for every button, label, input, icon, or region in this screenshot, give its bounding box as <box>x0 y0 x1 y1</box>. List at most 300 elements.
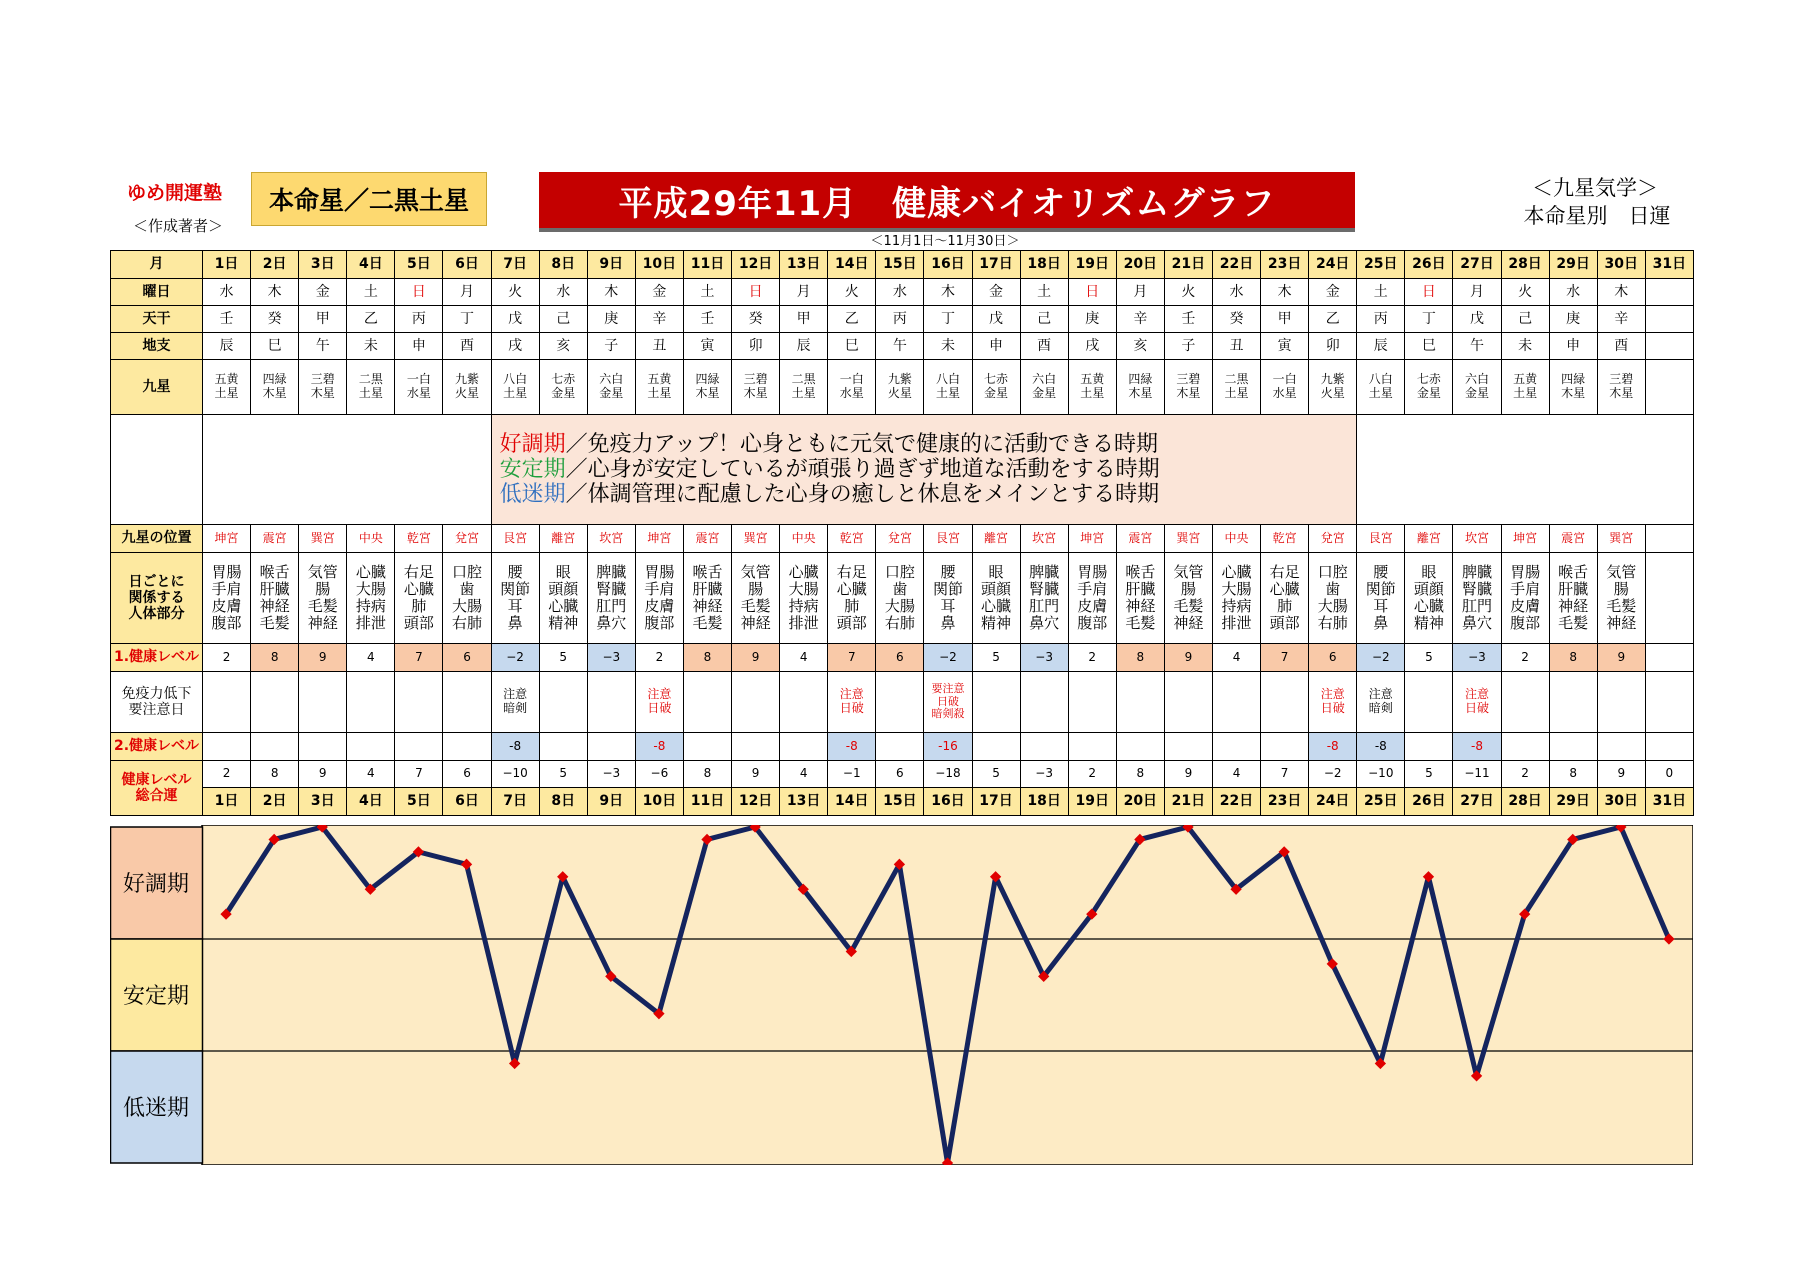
level2-cell <box>972 733 1020 761</box>
weekday-cell: 火 <box>1501 279 1549 306</box>
level2-row-label: 2.健康レベル <box>111 733 203 761</box>
day-header-cell: 10日 <box>635 251 683 279</box>
position-cell: 中央 <box>347 525 395 553</box>
level2-cell <box>1212 733 1260 761</box>
immune-cell: 注意 暗剣 <box>1357 672 1405 733</box>
position-cell: 兌宮 <box>1309 525 1357 553</box>
day-header-cell: 3日 <box>299 251 347 279</box>
day-footer-cell: 2日 <box>251 788 299 816</box>
biorhythm-chart <box>110 825 1693 1165</box>
immune-cell <box>1597 672 1645 733</box>
day-footer-cell: 7日 <box>491 788 539 816</box>
weekday-cell: 土 <box>1020 279 1068 306</box>
body-part-cell: 脾臓 腎臓 肛門 鼻穴 <box>1020 553 1068 644</box>
body-part-cell: 右足 心臓 肺 頭部 <box>1261 553 1309 644</box>
legend-stable-term: 安定期 <box>499 456 566 482</box>
body-part-cell: 右足 心臓 肺 頭部 <box>395 553 443 644</box>
weekday-cell: 日 <box>1405 279 1453 306</box>
tenkan-cell: 甲 <box>780 306 828 333</box>
level2-cell <box>347 733 395 761</box>
immune-cell: 要注意 日破 暗剣殺 <box>924 672 972 733</box>
level2-cell <box>251 733 299 761</box>
school-name: ゆめ開運塾 <box>127 182 223 204</box>
position-cell: 中央 <box>780 525 828 553</box>
total-cell: 8 <box>1116 761 1164 788</box>
day-header-cell: 26日 <box>1405 251 1453 279</box>
day-footer-cell: 5日 <box>395 788 443 816</box>
immune-cell <box>1212 672 1260 733</box>
immune-cell <box>1645 672 1693 733</box>
level2-cell <box>587 733 635 761</box>
tenkan-cell: 丁 <box>443 306 491 333</box>
kyusei-cell: 九紫 火星 <box>443 360 491 415</box>
total-cell: 7 <box>1261 761 1309 788</box>
day-header-cell: 20日 <box>1116 251 1164 279</box>
day-footer-cell: 10日 <box>635 788 683 816</box>
day-header-cell: 15日 <box>876 251 924 279</box>
total-cell: −6 <box>635 761 683 788</box>
kyusei-cell: 四緑 木星 <box>1116 360 1164 415</box>
level1-row-label: 1.健康レベル <box>111 644 203 672</box>
chishi-cell: 申 <box>395 333 443 360</box>
day-footer-cell: 8日 <box>539 788 587 816</box>
kyusei-cell: 一白 水星 <box>1261 360 1309 415</box>
kyusei-cell: 九紫 火星 <box>1309 360 1357 415</box>
immune-row <box>111 672 1694 733</box>
chishi-cell: 寅 <box>1261 333 1309 360</box>
day-footer-cell: 4日 <box>347 788 395 816</box>
day-header-cell: 30日 <box>1597 251 1645 279</box>
kyusei-cell: 五黄 土星 <box>1068 360 1116 415</box>
body-part-cell: 心臓 大腸 持病 排泄 <box>780 553 828 644</box>
body-row-label: 日ごとに 関係する 人体部分 <box>111 553 203 644</box>
level1-cell: 8 <box>1549 644 1597 672</box>
weekday-cell: 土 <box>683 279 731 306</box>
level2-cell <box>780 733 828 761</box>
level1-cell: 6 <box>1309 644 1357 672</box>
total-cell: −11 <box>1453 761 1501 788</box>
weekday-cell: 木 <box>251 279 299 306</box>
chishi-cell: 寅 <box>683 333 731 360</box>
total-cell: 9 <box>732 761 780 788</box>
total-cell: −3 <box>1020 761 1068 788</box>
chishi-cell: 丑 <box>635 333 683 360</box>
tenkan-cell: 甲 <box>1261 306 1309 333</box>
day-footer-cell: 3日 <box>299 788 347 816</box>
kyusei-cell: 四緑 木星 <box>683 360 731 415</box>
day-footer-cell: 18日 <box>1020 788 1068 816</box>
day-header-cell: 5日 <box>395 251 443 279</box>
day-header-cell: 17日 <box>972 251 1020 279</box>
total-cell: 6 <box>876 761 924 788</box>
kyusei-cell: 四緑 木星 <box>1549 360 1597 415</box>
legend-good-text: ／免疫力アップ！心身ともに元気で健康的に活動できる時期 <box>565 431 1159 457</box>
chishi-cell: 亥 <box>1116 333 1164 360</box>
kyusei-cell: 四緑 木星 <box>251 360 299 415</box>
weekday-cell: 土 <box>1357 279 1405 306</box>
level2-cell: -8 <box>1453 733 1501 761</box>
day-header-cell: 31日 <box>1645 251 1693 279</box>
total-cell: 4 <box>347 761 395 788</box>
day-header-cell: 25日 <box>1357 251 1405 279</box>
day-header-cell: 14日 <box>828 251 876 279</box>
day-footer-cell: 20日 <box>1116 788 1164 816</box>
chishi-cell: 酉 <box>1020 333 1068 360</box>
weekday-cell: 金 <box>635 279 683 306</box>
level1-cell: −2 <box>924 644 972 672</box>
legend-low-term: 低迷期 <box>499 482 566 508</box>
chishi-cell: 戌 <box>491 333 539 360</box>
kyusei-cell: 五黄 土星 <box>203 360 251 415</box>
level2-cell: -16 <box>924 733 972 761</box>
position-cell: 坤宮 <box>1501 525 1549 553</box>
body-part-cell: 腰 関節 耳 鼻 <box>924 553 972 644</box>
total-cell: 6 <box>443 761 491 788</box>
chishi-cell: 卯 <box>1309 333 1357 360</box>
level2-cell <box>1549 733 1597 761</box>
chishi-cell: 子 <box>1164 333 1212 360</box>
position-cell: 兌宮 <box>443 525 491 553</box>
chishi-cell: 未 <box>924 333 972 360</box>
kyusei-cell: 七赤 金星 <box>539 360 587 415</box>
day-header-cell: 27日 <box>1453 251 1501 279</box>
day-footer-cell: 30日 <box>1597 788 1645 816</box>
position-cell: 離宮 <box>1405 525 1453 553</box>
tenkan-cell: 乙 <box>1309 306 1357 333</box>
tenkan-cell: 辛 <box>635 306 683 333</box>
total-cell: 5 <box>1405 761 1453 788</box>
day-footer-cell: 9日 <box>587 788 635 816</box>
day-footer-cell: 29日 <box>1549 788 1597 816</box>
body-part-cell: 喉舌 肝臓 神経 毛髪 <box>251 553 299 644</box>
total-cell: −10 <box>1357 761 1405 788</box>
body-part-cell: 腰 関節 耳 鼻 <box>491 553 539 644</box>
level2-cell <box>395 733 443 761</box>
day-header-cell: 12日 <box>732 251 780 279</box>
total-cell: −18 <box>924 761 972 788</box>
chishi-cell: 子 <box>587 333 635 360</box>
chishi-cell <box>1645 333 1693 360</box>
chishi-cell: 辰 <box>203 333 251 360</box>
tenkan-cell: 丁 <box>1405 306 1453 333</box>
immune-cell: 注意 日破 <box>1453 672 1501 733</box>
body-part-cell: 脾臓 腎臓 肛門 鼻穴 <box>587 553 635 644</box>
day-header-cell: 7日 <box>491 251 539 279</box>
position-cell: 巽宮 <box>1164 525 1212 553</box>
legend-blank-left <box>203 415 492 525</box>
position-cell: 乾宮 <box>1261 525 1309 553</box>
body-part-cell: 胃腸 手肩 皮膚 腹部 <box>1068 553 1116 644</box>
body-part-cell: 喉舌 肝臓 神経 毛髪 <box>1116 553 1164 644</box>
day-footer-cell: 15日 <box>876 788 924 816</box>
position-cell: 震宮 <box>1116 525 1164 553</box>
weekday-cell: 日 <box>732 279 780 306</box>
weekday-cell: 火 <box>828 279 876 306</box>
body-part-cell: 口腔 歯 大腸 右肺 <box>443 553 491 644</box>
weekday-cell: 木 <box>924 279 972 306</box>
immune-cell <box>1020 672 1068 733</box>
body-part-cell: 気管 腸 毛髪 神経 <box>1597 553 1645 644</box>
weekday-cell: 木 <box>587 279 635 306</box>
level2-cell <box>1164 733 1212 761</box>
chishi-cell: 辰 <box>1357 333 1405 360</box>
tenkan-cell: 辛 <box>1597 306 1645 333</box>
chishi-cell: 午 <box>876 333 924 360</box>
date-range: ＜11月1日～11月30日＞ <box>870 234 1020 249</box>
day-footer-cell: 17日 <box>972 788 1020 816</box>
body-part-cell: 眼 頭顔 心臓 精神 <box>1405 553 1453 644</box>
tenkan-cell: 乙 <box>347 306 395 333</box>
tenkan-cell: 丁 <box>924 306 972 333</box>
chishi-cell: 申 <box>1549 333 1597 360</box>
level2-cell: -8 <box>635 733 683 761</box>
day-footer-cell: 1日 <box>203 788 251 816</box>
immune-cell <box>443 672 491 733</box>
position-cell: 巽宮 <box>732 525 780 553</box>
body-part-cell <box>1645 553 1693 644</box>
kyusei-cell: 三碧 木星 <box>1597 360 1645 415</box>
level2-cell <box>1068 733 1116 761</box>
position-cell: 坤宮 <box>635 525 683 553</box>
level1-cell: −3 <box>1453 644 1501 672</box>
immune-cell <box>732 672 780 733</box>
body-part-cell: 胃腸 手肩 皮膚 腹部 <box>203 553 251 644</box>
level1-cell: 4 <box>1212 644 1260 672</box>
chishi-cell: 申 <box>972 333 1020 360</box>
kyusei-cell: 八白 土星 <box>924 360 972 415</box>
level1-cell: 7 <box>828 644 876 672</box>
total-cell: −10 <box>491 761 539 788</box>
tenkan-cell: 丙 <box>1357 306 1405 333</box>
level1-cell: 5 <box>1405 644 1453 672</box>
immune-cell <box>780 672 828 733</box>
weekday-cell: 月 <box>1116 279 1164 306</box>
honmei-box: 本命星／二黒土星 <box>251 172 487 226</box>
level1-cell: 7 <box>395 644 443 672</box>
total-cell: −3 <box>587 761 635 788</box>
level1-cell: 9 <box>1164 644 1212 672</box>
position-cell: 坤宮 <box>1068 525 1116 553</box>
day-header-cell: 19日 <box>1068 251 1116 279</box>
kyusei-cell: 二黒 土星 <box>1212 360 1260 415</box>
tenkan-cell: 癸 <box>251 306 299 333</box>
top-right-label-2: 本命星別 日運 <box>1523 204 1671 228</box>
month-row <box>111 251 1694 279</box>
level1-cell: 5 <box>972 644 1020 672</box>
kyusei-cell: 二黒 土星 <box>780 360 828 415</box>
immune-cell <box>1549 672 1597 733</box>
day-footer-cell: 19日 <box>1068 788 1116 816</box>
tenkan-cell: 己 <box>1501 306 1549 333</box>
immune-cell <box>539 672 587 733</box>
weekday-cell: 日 <box>1068 279 1116 306</box>
weekday-cell: 月 <box>443 279 491 306</box>
weekday-cell: 金 <box>972 279 1020 306</box>
day-header-cell: 16日 <box>924 251 972 279</box>
page-title: 平成29年11月 健康バイオリズムグラフ <box>539 172 1355 232</box>
tenkan-cell: 庚 <box>587 306 635 333</box>
total-row-label: 健康レベル 総合運 <box>111 761 203 816</box>
kyusei-cell: 一白 水星 <box>828 360 876 415</box>
position-cell: 乾宮 <box>828 525 876 553</box>
immune-cell <box>1261 672 1309 733</box>
weekday-cell: 水 <box>539 279 587 306</box>
day-header-cell: 18日 <box>1020 251 1068 279</box>
total-cell: 2 <box>1501 761 1549 788</box>
day-header-cell: 11日 <box>683 251 731 279</box>
day-footer-cell: 22日 <box>1212 788 1260 816</box>
month-row-label: 月 <box>111 251 203 279</box>
level2-cell <box>732 733 780 761</box>
day-header-cell: 29日 <box>1549 251 1597 279</box>
level2-cell <box>539 733 587 761</box>
kyusei-cell: 五黄 土星 <box>1501 360 1549 415</box>
chishi-cell: 午 <box>1453 333 1501 360</box>
level2-cell <box>1116 733 1164 761</box>
weekday-cell: 月 <box>1453 279 1501 306</box>
level1-cell: −2 <box>491 644 539 672</box>
immune-cell <box>1116 672 1164 733</box>
day-footer-cell: 28日 <box>1501 788 1549 816</box>
position-cell: 震宮 <box>251 525 299 553</box>
day-footer-cell: 13日 <box>780 788 828 816</box>
day-footer-cell: 16日 <box>924 788 972 816</box>
total-cell: −2 <box>1309 761 1357 788</box>
weekday-row <box>111 279 1694 306</box>
tenkan-cell: 己 <box>1020 306 1068 333</box>
plot-background <box>202 825 1693 1165</box>
kyusei-cell: 八白 土星 <box>1357 360 1405 415</box>
body-part-cell: 腰 関節 耳 鼻 <box>1357 553 1405 644</box>
tenkan-row <box>111 306 1694 333</box>
day-header-cell: 21日 <box>1164 251 1212 279</box>
tenkan-cell: 戊 <box>491 306 539 333</box>
weekday-cell: 水 <box>203 279 251 306</box>
position-cell: 兌宮 <box>876 525 924 553</box>
immune-cell <box>1501 672 1549 733</box>
total-row <box>111 761 1694 788</box>
chishi-cell: 未 <box>1501 333 1549 360</box>
chishi-cell: 巳 <box>251 333 299 360</box>
day-header-cell: 4日 <box>347 251 395 279</box>
level1-cell: 2 <box>1068 644 1116 672</box>
day-header-cell: 22日 <box>1212 251 1260 279</box>
kyusei-cell: 九紫 火星 <box>876 360 924 415</box>
author-label: ＜作成著者＞ <box>133 217 224 235</box>
day-footer-cell: 14日 <box>828 788 876 816</box>
immune-cell: 注意 暗剣 <box>491 672 539 733</box>
total-cell: 9 <box>299 761 347 788</box>
tenkan-cell: 甲 <box>299 306 347 333</box>
position-cell: 震宮 <box>1549 525 1597 553</box>
position-cell: 離宮 <box>539 525 587 553</box>
tenkan-cell: 丙 <box>395 306 443 333</box>
legend-row <box>111 415 1694 525</box>
level2-cell <box>683 733 731 761</box>
kyusei-cell: 三碧 木星 <box>299 360 347 415</box>
body-part-cell: 気管 腸 毛髪 神経 <box>1164 553 1212 644</box>
position-cell: 坤宮 <box>203 525 251 553</box>
calendar-table <box>110 250 1694 816</box>
weekday-row-label: 曜日 <box>111 279 203 306</box>
kyusei-cell: 五黄 土星 <box>635 360 683 415</box>
chishi-cell: 戌 <box>1068 333 1116 360</box>
total-cell: 8 <box>251 761 299 788</box>
day-footer-cell: 6日 <box>443 788 491 816</box>
immune-cell <box>587 672 635 733</box>
tenkan-cell: 庚 <box>1549 306 1597 333</box>
chishi-cell: 巳 <box>828 333 876 360</box>
band-label: 好調期 <box>122 872 190 897</box>
kyusei-cell: 六白 金星 <box>587 360 635 415</box>
position-cell: 坎宮 <box>587 525 635 553</box>
immune-cell <box>299 672 347 733</box>
position-row <box>111 525 1694 553</box>
chishi-row <box>111 333 1694 360</box>
position-cell: 艮宮 <box>924 525 972 553</box>
level2-cell: -8 <box>1357 733 1405 761</box>
weekday-cell: 日 <box>395 279 443 306</box>
day-header-cell: 13日 <box>780 251 828 279</box>
immune-row-label: 免疫力低下 要注意日 <box>111 672 203 733</box>
chishi-row-label: 地支 <box>111 333 203 360</box>
total-cell: 5 <box>539 761 587 788</box>
weekday-cell: 金 <box>299 279 347 306</box>
tenkan-cell: 壬 <box>203 306 251 333</box>
tenkan-cell: 丙 <box>876 306 924 333</box>
level1-cell: 9 <box>299 644 347 672</box>
chishi-cell: 午 <box>299 333 347 360</box>
level1-cell: 2 <box>203 644 251 672</box>
level2-cell <box>1645 733 1693 761</box>
day-footer-cell: 27日 <box>1453 788 1501 816</box>
level2-cell: -8 <box>828 733 876 761</box>
kyusei-cell: 六白 金星 <box>1020 360 1068 415</box>
immune-cell: 注意 日破 <box>635 672 683 733</box>
position-cell: 艮宮 <box>491 525 539 553</box>
legend-row-label <box>111 415 203 525</box>
immune-cell <box>972 672 1020 733</box>
kyusei-cell: 六白 金星 <box>1453 360 1501 415</box>
level1-cell: 4 <box>780 644 828 672</box>
day-header-cell: 1日 <box>203 251 251 279</box>
day-header-cell: 6日 <box>443 251 491 279</box>
day-header-cell: 24日 <box>1309 251 1357 279</box>
legend-good-term: 好調期 <box>499 431 566 457</box>
tenkan-cell: 己 <box>539 306 587 333</box>
total-cell: 8 <box>1549 761 1597 788</box>
level2-cell <box>876 733 924 761</box>
kyusei-cell: 七赤 金星 <box>972 360 1020 415</box>
position-row-label: 九星の位置 <box>111 525 203 553</box>
legend-stable-text: ／心身が安定しているが頑張り過ぎず地道な活動をする時期 <box>565 456 1160 482</box>
tenkan-cell: 癸 <box>1212 306 1260 333</box>
level1-cell <box>1645 644 1693 672</box>
weekday-cell: 火 <box>1164 279 1212 306</box>
band-label: 安定期 <box>122 984 190 1009</box>
total-cell: 4 <box>780 761 828 788</box>
immune-cell <box>1405 672 1453 733</box>
total-cell: 9 <box>1164 761 1212 788</box>
level2-cell <box>1501 733 1549 761</box>
kyusei-cell: 七赤 金星 <box>1405 360 1453 415</box>
body-part-cell: 眼 頭顔 心臓 精神 <box>972 553 1020 644</box>
total-cell: −1 <box>828 761 876 788</box>
weekday-cell: 水 <box>876 279 924 306</box>
chishi-cell: 辰 <box>780 333 828 360</box>
kyusei-cell: 三碧 木星 <box>1164 360 1212 415</box>
tenkan-cell: 戊 <box>1453 306 1501 333</box>
